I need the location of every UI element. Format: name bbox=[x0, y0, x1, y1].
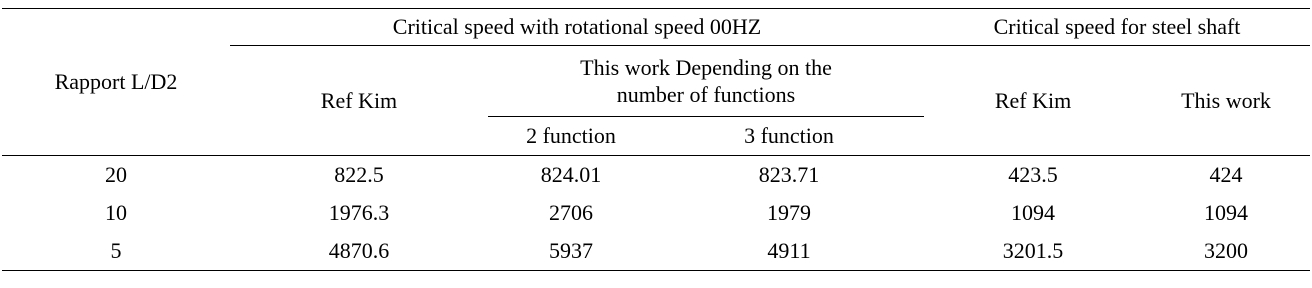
cell-steel-this-work: 1094 bbox=[1204, 200, 1249, 225]
cell-steel-this-work: 424 bbox=[1142, 156, 1310, 195]
cell-ratio: 10 bbox=[105, 200, 127, 225]
cell-ref-kim: 822.5 bbox=[230, 156, 488, 195]
table-header bbox=[2, 9, 1310, 156]
cell-3-function: 1979 bbox=[767, 200, 811, 225]
header-group-steel-shaft: Critical speed for steel shaft bbox=[924, 9, 1310, 46]
table-row bbox=[2, 194, 1310, 232]
cell-3-function: 823.71 bbox=[654, 156, 924, 195]
table-row bbox=[2, 232, 1310, 271]
cell-steel-this-work: 3200 bbox=[1142, 232, 1310, 271]
table-row bbox=[2, 156, 1310, 195]
cell-ref-kim: 1976.3 bbox=[328, 200, 390, 225]
header-ref-kim-1: Ref Kim bbox=[320, 87, 398, 113]
cell-2-function: 2706 bbox=[549, 200, 593, 225]
cell-steel-ref-kim: 1094 bbox=[1011, 200, 1056, 225]
header-ref-kim-2: Ref Kim bbox=[994, 87, 1072, 113]
cell-ref-kim: 4870.6 bbox=[230, 232, 488, 271]
header-row-1 bbox=[2, 9, 1310, 46]
cell-steel-ref-kim: 423.5 bbox=[924, 156, 1142, 195]
results-table-container bbox=[2, 8, 1310, 271]
header-3-function: 3 function bbox=[744, 123, 834, 148]
header-this-work-functions bbox=[488, 46, 924, 117]
cell-2-function: 5937 bbox=[488, 232, 654, 271]
cell-steel-ref-kim: 3201.5 bbox=[924, 232, 1142, 271]
header-2-function: 2 function bbox=[526, 123, 616, 148]
table-body bbox=[2, 156, 1310, 271]
header-group-rotational-speed: Critical speed with rotational speed 00HZ bbox=[230, 9, 924, 46]
header-this-work: This work bbox=[1181, 87, 1271, 113]
cell-ratio: 5 bbox=[2, 232, 230, 271]
critical-speed-table bbox=[2, 8, 1310, 271]
cell-ratio: 20 bbox=[2, 156, 230, 195]
cell-2-function: 824.01 bbox=[488, 156, 654, 195]
cell-3-function: 4911 bbox=[654, 232, 924, 271]
header-rapport-ld2: Rapport L/D2 bbox=[2, 9, 230, 156]
header-this-work-functions-text: This work Depending on the number of functions bbox=[580, 55, 832, 107]
